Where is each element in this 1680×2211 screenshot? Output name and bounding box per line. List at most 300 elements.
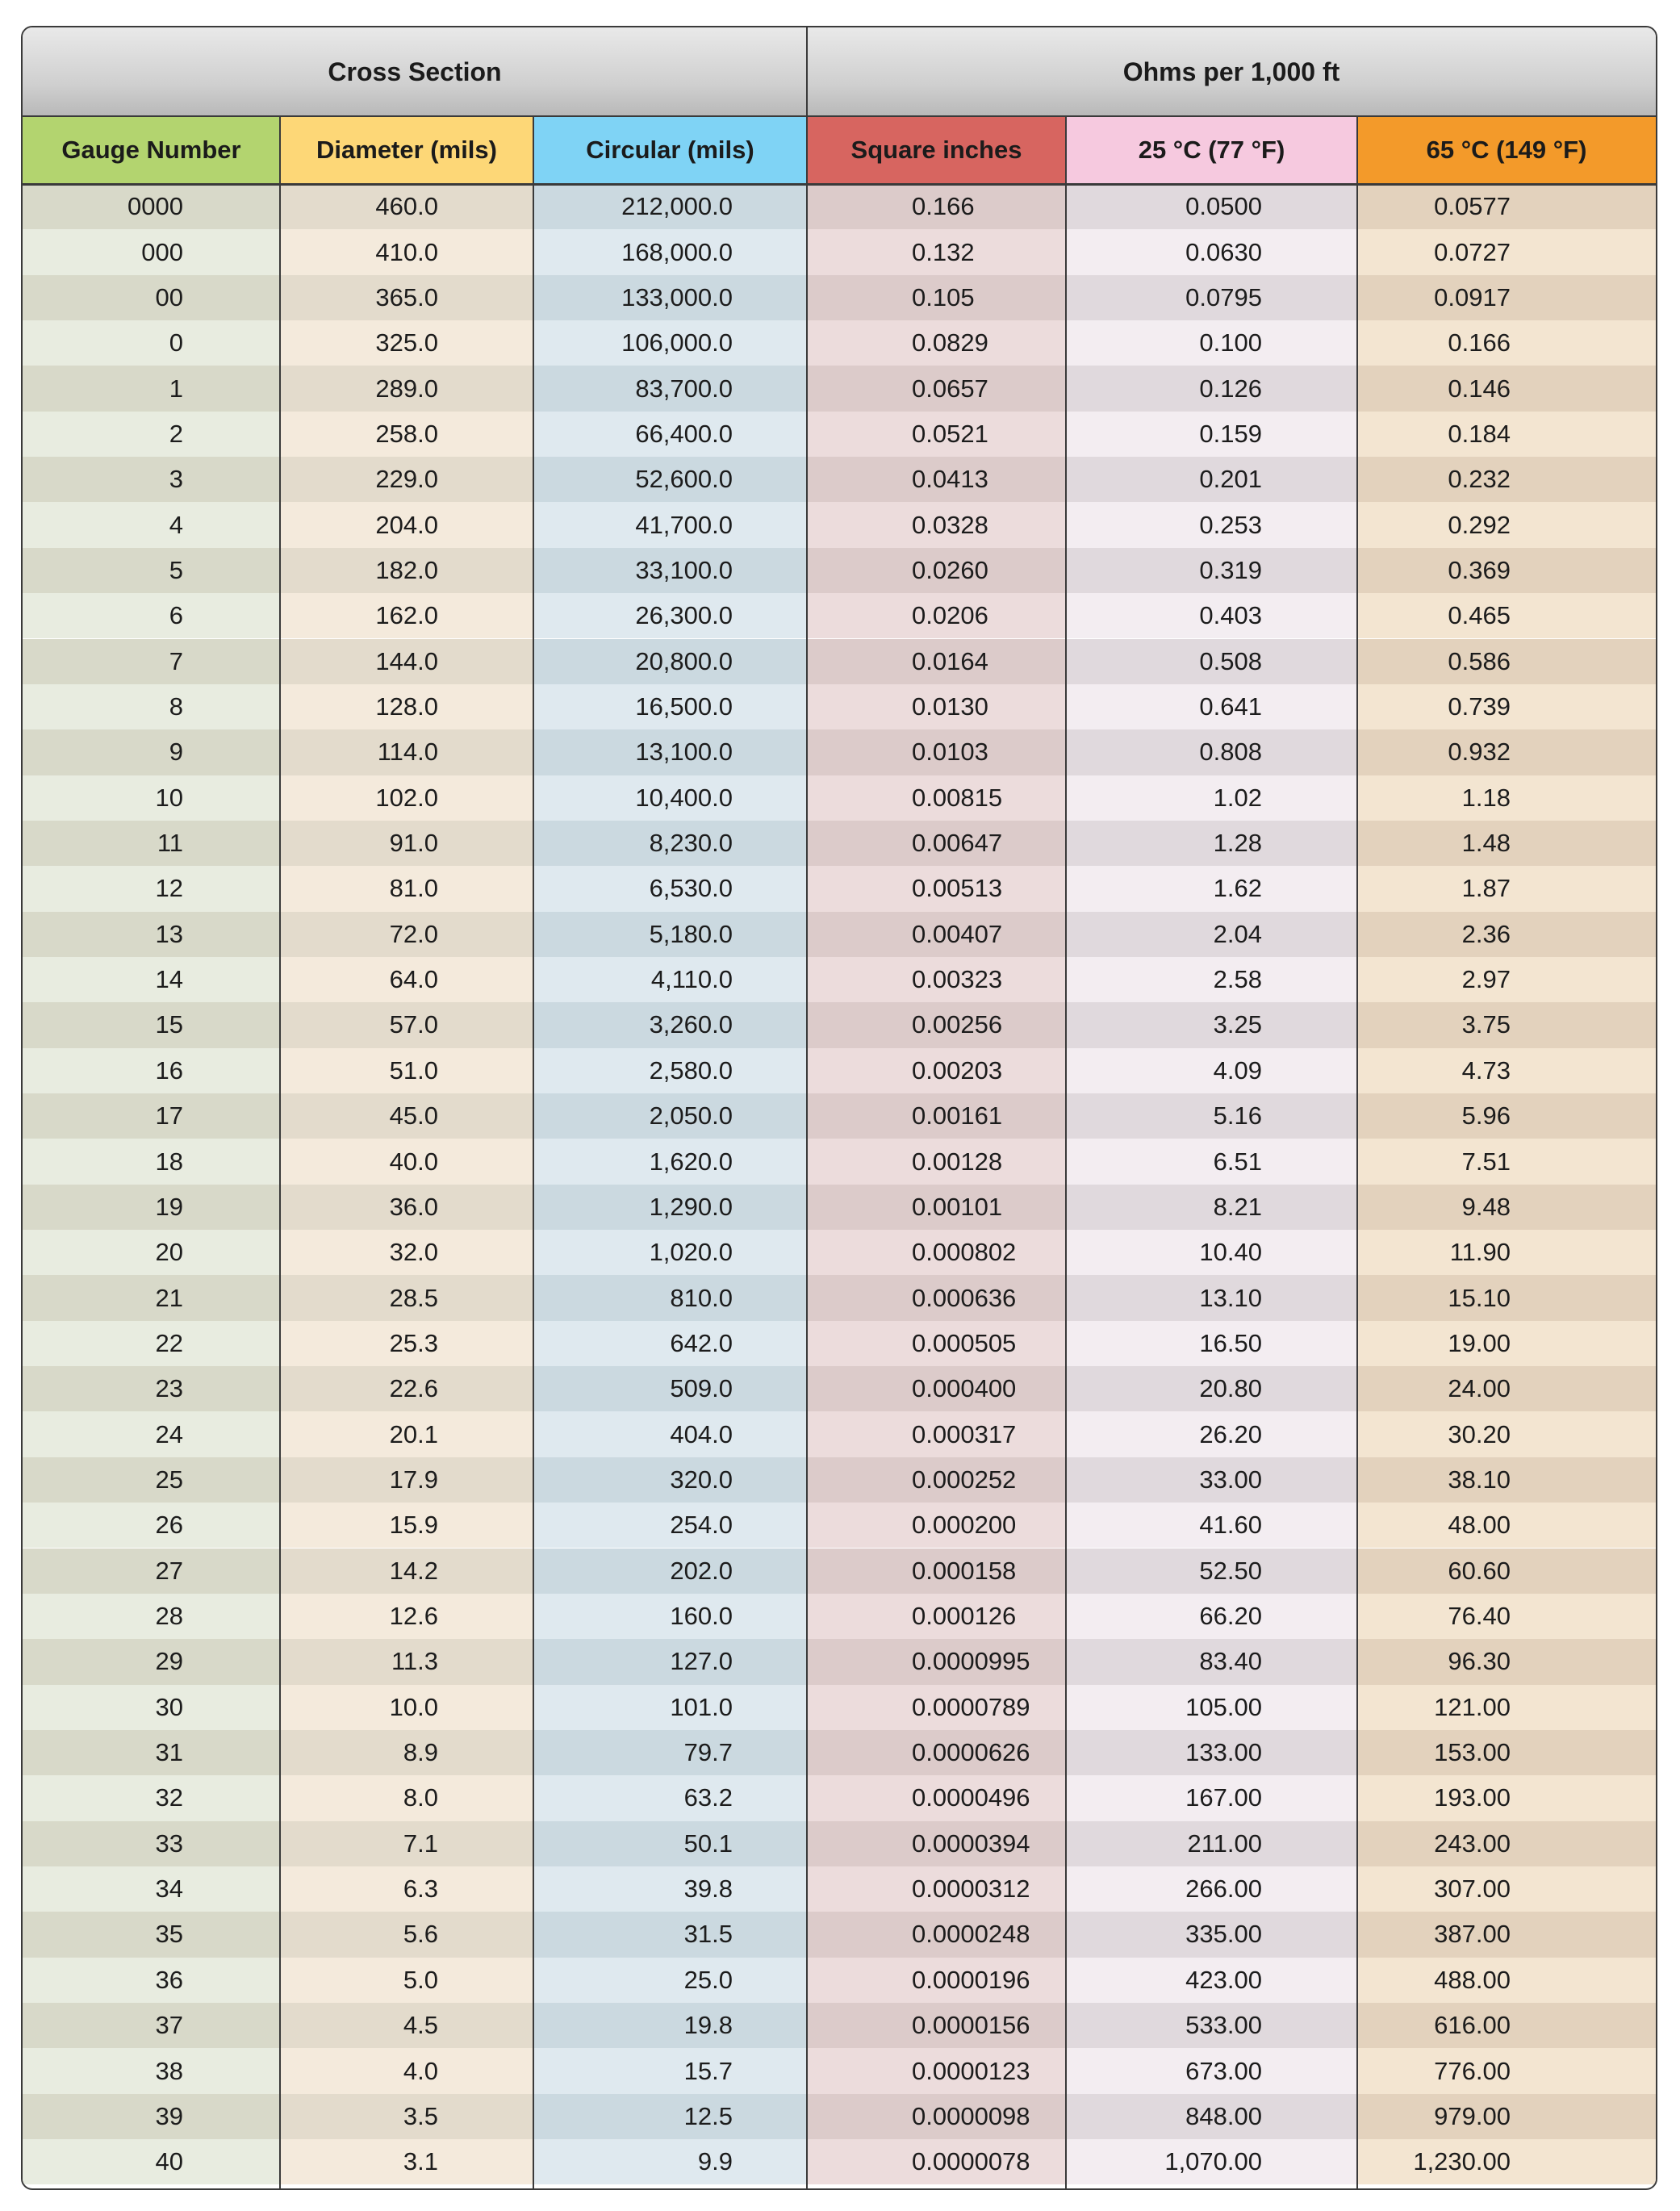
cell-25c: 167.00 — [1066, 1775, 1357, 1820]
cell-circular: 509.0 — [533, 1366, 807, 1411]
cell-25c: 335.00 — [1066, 1912, 1357, 1957]
table-row — [23, 1912, 1656, 1957]
cell-circular: 79.7 — [533, 1730, 807, 1775]
cell-square-inches: 0.000505 — [807, 1321, 1066, 1366]
cell-diameter: 14.2 — [280, 1549, 533, 1594]
cell-25c: 0.0630 — [1066, 229, 1357, 274]
cell-65c: 15.10 — [1357, 1275, 1657, 1320]
table-row — [23, 2003, 1656, 2048]
cell-diameter: 57.0 — [280, 1002, 533, 1047]
cell-circular: 33,100.0 — [533, 548, 807, 593]
cell-gauge-number: 28 — [23, 1594, 280, 1639]
cell-gauge-number: 0000 — [23, 184, 280, 229]
table-row — [23, 457, 1656, 502]
cell-65c: 0.166 — [1357, 320, 1657, 366]
cell-circular: 133,000.0 — [533, 275, 807, 320]
table-row — [23, 1866, 1656, 1912]
table-row — [23, 957, 1656, 1002]
cell-circular: 320.0 — [533, 1457, 807, 1503]
cell-gauge-number: 8 — [23, 684, 280, 729]
cell-25c: 0.641 — [1066, 684, 1357, 729]
cell-diameter: 6.3 — [280, 1866, 533, 1912]
cell-65c: 0.369 — [1357, 548, 1657, 593]
cell-diameter: 28.5 — [280, 1275, 533, 1320]
table-row — [23, 502, 1656, 547]
cell-square-inches: 0.00815 — [807, 775, 1066, 821]
cell-diameter: 91.0 — [280, 821, 533, 866]
table-row — [23, 912, 1656, 957]
cell-circular: 26,300.0 — [533, 593, 807, 638]
cell-circular: 66,400.0 — [533, 412, 807, 457]
table-row — [23, 320, 1656, 366]
table-row — [23, 866, 1656, 911]
cell-25c: 1,070.00 — [1066, 2139, 1357, 2184]
table-row — [23, 1775, 1656, 1820]
cell-square-inches: 0.0130 — [807, 684, 1066, 729]
column-header-square-inches: Square inches — [807, 116, 1066, 184]
cell-diameter: 4.5 — [280, 2003, 533, 2048]
cell-square-inches: 0.0103 — [807, 729, 1066, 775]
table-row — [23, 1411, 1656, 1457]
table-row — [23, 1457, 1656, 1503]
cell-25c: 266.00 — [1066, 1866, 1357, 1912]
table-row — [23, 1275, 1656, 1320]
column-header-diameter: Diameter (mils) — [280, 116, 533, 184]
cell-65c: 7.51 — [1357, 1139, 1657, 1184]
cell-25c: 0.319 — [1066, 548, 1357, 593]
table-row — [23, 1139, 1656, 1184]
header-divider — [23, 115, 1656, 117]
cell-gauge-number: 19 — [23, 1185, 280, 1230]
cell-gauge-number: 15 — [23, 1002, 280, 1047]
cell-square-inches: 0.00407 — [807, 912, 1066, 957]
cell-circular: 5,180.0 — [533, 912, 807, 957]
cell-25c: 8.21 — [1066, 1185, 1357, 1230]
cell-gauge-number: 4 — [23, 502, 280, 547]
cell-gauge-number: 36 — [23, 1958, 280, 2003]
cell-65c: 5.96 — [1357, 1093, 1657, 1139]
cell-square-inches: 0.0000995 — [807, 1639, 1066, 1684]
cell-diameter: 20.1 — [280, 1411, 533, 1457]
cell-gauge-number: 2 — [23, 412, 280, 457]
cell-gauge-number: 37 — [23, 2003, 280, 2048]
cell-65c: 0.184 — [1357, 412, 1657, 457]
cell-65c: 0.292 — [1357, 502, 1657, 547]
table-row — [23, 639, 1656, 684]
cell-65c: 0.932 — [1357, 729, 1657, 775]
cell-circular: 810.0 — [533, 1275, 807, 1320]
cell-square-inches: 0.00161 — [807, 1093, 1066, 1139]
cell-gauge-number: 00 — [23, 275, 280, 320]
table-body — [23, 184, 1656, 2188]
cell-diameter: 102.0 — [280, 775, 533, 821]
cell-square-inches: 0.00256 — [807, 1002, 1066, 1047]
cell-square-inches: 0.0206 — [807, 593, 1066, 638]
cell-25c: 26.20 — [1066, 1411, 1357, 1457]
cell-square-inches: 0.0000196 — [807, 1958, 1066, 2003]
cell-square-inches: 0.0657 — [807, 366, 1066, 411]
cell-circular: 31.5 — [533, 1912, 807, 1957]
cell-gauge-number: 10 — [23, 775, 280, 821]
cell-square-inches: 0.0521 — [807, 412, 1066, 457]
cell-25c: 20.80 — [1066, 1366, 1357, 1411]
cell-circular: 25.0 — [533, 1958, 807, 2003]
cell-circular: 1,020.0 — [533, 1230, 807, 1275]
cell-diameter: 365.0 — [280, 275, 533, 320]
cell-square-inches: 0.0000789 — [807, 1685, 1066, 1730]
cell-square-inches: 0.0164 — [807, 639, 1066, 684]
cell-25c: 105.00 — [1066, 1685, 1357, 1730]
cell-square-inches: 0.132 — [807, 229, 1066, 274]
table-row — [23, 229, 1656, 274]
cell-square-inches: 0.00513 — [807, 866, 1066, 911]
cell-circular: 127.0 — [533, 1639, 807, 1684]
cell-square-inches: 0.000158 — [807, 1549, 1066, 1594]
cell-gauge-number: 32 — [23, 1775, 280, 1820]
table-row — [23, 729, 1656, 775]
cell-65c: 153.00 — [1357, 1730, 1657, 1775]
cell-diameter: 162.0 — [280, 593, 533, 638]
table-row — [23, 1185, 1656, 1230]
cell-square-inches: 0.000200 — [807, 1503, 1066, 1548]
cell-65c: 0.465 — [1357, 593, 1657, 638]
cell-circular: 83,700.0 — [533, 366, 807, 411]
cell-diameter: 72.0 — [280, 912, 533, 957]
column-header-gauge-number: Gauge Number — [23, 116, 280, 184]
cell-diameter: 410.0 — [280, 229, 533, 274]
cell-circular: 254.0 — [533, 1503, 807, 1548]
cell-diameter: 3.5 — [280, 2094, 533, 2139]
cell-circular: 50.1 — [533, 1821, 807, 1866]
cell-gauge-number: 13 — [23, 912, 280, 957]
cell-diameter: 289.0 — [280, 366, 533, 411]
cell-circular: 168,000.0 — [533, 229, 807, 274]
cell-65c: 307.00 — [1357, 1866, 1657, 1912]
cell-square-inches: 0.000126 — [807, 1594, 1066, 1639]
cell-25c: 33.00 — [1066, 1457, 1357, 1503]
table-row — [23, 1821, 1656, 1866]
cell-square-inches: 0.0000123 — [807, 2048, 1066, 2093]
cell-25c: 41.60 — [1066, 1503, 1357, 1548]
cell-gauge-number: 24 — [23, 1411, 280, 1457]
cell-diameter: 36.0 — [280, 1185, 533, 1230]
table-row — [23, 775, 1656, 821]
cell-circular: 101.0 — [533, 1685, 807, 1730]
cell-square-inches: 0.0829 — [807, 320, 1066, 366]
cell-65c: 243.00 — [1357, 1821, 1657, 1866]
cell-square-inches: 0.000252 — [807, 1457, 1066, 1503]
cell-25c: 133.00 — [1066, 1730, 1357, 1775]
table-row — [23, 2139, 1656, 2184]
cell-65c: 1.48 — [1357, 821, 1657, 866]
cell-25c: 0.159 — [1066, 412, 1357, 457]
group-header-cross-section: Cross Section — [23, 27, 807, 116]
table-row — [23, 1093, 1656, 1139]
cell-square-inches: 0.00323 — [807, 957, 1066, 1002]
cell-square-inches: 0.0413 — [807, 457, 1066, 502]
cell-square-inches: 0.000636 — [807, 1275, 1066, 1320]
cell-gauge-number: 40 — [23, 2139, 280, 2184]
cell-diameter: 51.0 — [280, 1048, 533, 1093]
cell-65c: 0.0577 — [1357, 184, 1657, 229]
table-row — [23, 1958, 1656, 2003]
cell-65c: 1,230.00 — [1357, 2139, 1657, 2184]
cell-25c: 3.25 — [1066, 1002, 1357, 1047]
cell-circular: 15.7 — [533, 2048, 807, 2093]
cell-diameter: 81.0 — [280, 866, 533, 911]
cell-65c: 19.00 — [1357, 1321, 1657, 1366]
table-row — [23, 1639, 1656, 1684]
table-row — [23, 548, 1656, 593]
cell-diameter: 182.0 — [280, 548, 533, 593]
cell-65c: 11.90 — [1357, 1230, 1657, 1275]
cell-square-inches: 0.0000156 — [807, 2003, 1066, 2048]
cell-circular: 10,400.0 — [533, 775, 807, 821]
cell-diameter: 258.0 — [280, 412, 533, 457]
cell-25c: 0.0500 — [1066, 184, 1357, 229]
cell-diameter: 17.9 — [280, 1457, 533, 1503]
cell-65c: 776.00 — [1357, 2048, 1657, 2093]
cell-gauge-number: 35 — [23, 1912, 280, 1957]
cell-diameter: 3.1 — [280, 2139, 533, 2184]
cell-diameter: 15.9 — [280, 1503, 533, 1548]
cell-25c: 16.50 — [1066, 1321, 1357, 1366]
cell-65c: 76.40 — [1357, 1594, 1657, 1639]
cell-65c: 1.18 — [1357, 775, 1657, 821]
cell-65c: 0.232 — [1357, 457, 1657, 502]
cell-diameter: 204.0 — [280, 502, 533, 547]
cell-circular: 202.0 — [533, 1549, 807, 1594]
cell-25c: 66.20 — [1066, 1594, 1357, 1639]
cell-circular: 404.0 — [533, 1411, 807, 1457]
column-divider — [1356, 116, 1358, 2188]
cell-gauge-number: 5 — [23, 548, 280, 593]
cell-25c: 2.58 — [1066, 957, 1357, 1002]
cell-25c: 0.100 — [1066, 320, 1357, 366]
cell-circular: 106,000.0 — [533, 320, 807, 366]
cell-square-inches: 0.0000098 — [807, 2094, 1066, 2139]
cell-square-inches: 0.0000312 — [807, 1866, 1066, 1912]
cell-diameter: 7.1 — [280, 1821, 533, 1866]
cell-circular: 3,260.0 — [533, 1002, 807, 1047]
cell-square-inches: 0.166 — [807, 184, 1066, 229]
cell-65c: 121.00 — [1357, 1685, 1657, 1730]
cell-circular: 2,580.0 — [533, 1048, 807, 1093]
cell-25c: 4.09 — [1066, 1048, 1357, 1093]
cell-circular: 12.5 — [533, 2094, 807, 2139]
cell-25c: 533.00 — [1066, 2003, 1357, 2048]
cell-65c: 96.30 — [1357, 1639, 1657, 1684]
column-header-25c: 25 °C (77 °F) — [1066, 116, 1357, 184]
cell-diameter: 4.0 — [280, 2048, 533, 2093]
cell-gauge-number: 3 — [23, 457, 280, 502]
cell-square-inches: 0.000400 — [807, 1366, 1066, 1411]
cell-gauge-number: 7 — [23, 639, 280, 684]
cell-circular: 16,500.0 — [533, 684, 807, 729]
table-row — [23, 1685, 1656, 1730]
cell-diameter: 25.3 — [280, 1321, 533, 1366]
cell-25c: 0.253 — [1066, 502, 1357, 547]
table-row — [23, 1503, 1656, 1548]
cell-circular: 20,800.0 — [533, 639, 807, 684]
cell-gauge-number: 33 — [23, 1821, 280, 1866]
cell-gauge-number: 18 — [23, 1139, 280, 1184]
table-row — [23, 184, 1656, 229]
cell-square-inches: 0.000317 — [807, 1411, 1066, 1457]
cell-65c: 979.00 — [1357, 2094, 1657, 2139]
cell-gauge-number: 0 — [23, 320, 280, 366]
table-row — [23, 1002, 1656, 1047]
table-row — [23, 2048, 1656, 2093]
cell-65c: 3.75 — [1357, 1002, 1657, 1047]
cell-square-inches: 0.0000394 — [807, 1821, 1066, 1866]
cell-circular: 1,620.0 — [533, 1139, 807, 1184]
cell-65c: 2.36 — [1357, 912, 1657, 957]
cell-25c: 6.51 — [1066, 1139, 1357, 1184]
cell-25c: 52.50 — [1066, 1549, 1357, 1594]
cell-square-inches: 0.00203 — [807, 1048, 1066, 1093]
cell-gauge-number: 17 — [23, 1093, 280, 1139]
cell-25c: 5.16 — [1066, 1093, 1357, 1139]
wire-gauge-table — [21, 26, 1657, 2190]
cell-65c: 38.10 — [1357, 1457, 1657, 1503]
cell-25c: 13.10 — [1066, 1275, 1357, 1320]
table-row — [23, 1549, 1656, 1594]
table-row — [23, 275, 1656, 320]
cell-diameter: 144.0 — [280, 639, 533, 684]
cell-diameter: 40.0 — [280, 1139, 533, 1184]
cell-25c: 0.808 — [1066, 729, 1357, 775]
table-row — [23, 1594, 1656, 1639]
cell-gauge-number: 000 — [23, 229, 280, 274]
cell-diameter: 45.0 — [280, 1093, 533, 1139]
cell-65c: 0.0917 — [1357, 275, 1657, 320]
cell-25c: 1.62 — [1066, 866, 1357, 911]
cell-circular: 52,600.0 — [533, 457, 807, 502]
cell-gauge-number: 29 — [23, 1639, 280, 1684]
cell-square-inches: 0.0000626 — [807, 1730, 1066, 1775]
cell-25c: 2.04 — [1066, 912, 1357, 957]
cell-diameter: 22.6 — [280, 1366, 533, 1411]
cell-gauge-number: 23 — [23, 1366, 280, 1411]
cell-gauge-number: 39 — [23, 2094, 280, 2139]
cell-25c: 673.00 — [1066, 2048, 1357, 2093]
cell-65c: 0.0727 — [1357, 229, 1657, 274]
table-row — [23, 412, 1656, 457]
cell-diameter: 325.0 — [280, 320, 533, 366]
cell-65c: 48.00 — [1357, 1503, 1657, 1548]
body-divider — [23, 183, 1656, 186]
cell-square-inches: 0.0000496 — [807, 1775, 1066, 1820]
column-header-65c: 65 °C (149 °F) — [1357, 116, 1656, 184]
cell-diameter: 460.0 — [280, 184, 533, 229]
cell-gauge-number: 34 — [23, 1866, 280, 1912]
cell-square-inches: 0.0260 — [807, 548, 1066, 593]
table-row — [23, 1730, 1656, 1775]
cell-25c: 211.00 — [1066, 1821, 1357, 1866]
cell-diameter: 8.9 — [280, 1730, 533, 1775]
column-divider — [806, 27, 808, 2188]
cell-65c: 60.60 — [1357, 1549, 1657, 1594]
table-row — [23, 1230, 1656, 1275]
cell-gauge-number: 6 — [23, 593, 280, 638]
cell-25c: 83.40 — [1066, 1639, 1357, 1684]
cell-diameter: 11.3 — [280, 1639, 533, 1684]
cell-square-inches: 0.00647 — [807, 821, 1066, 866]
cell-diameter: 8.0 — [280, 1775, 533, 1820]
cell-circular: 1,290.0 — [533, 1185, 807, 1230]
cell-gauge-number: 26 — [23, 1503, 280, 1548]
cell-gauge-number: 9 — [23, 729, 280, 775]
cell-gauge-number: 31 — [23, 1730, 280, 1775]
cell-gauge-number: 14 — [23, 957, 280, 1002]
cell-gauge-number: 27 — [23, 1549, 280, 1594]
table-row — [23, 1048, 1656, 1093]
cell-65c: 24.00 — [1357, 1366, 1657, 1411]
cell-65c: 0.146 — [1357, 366, 1657, 411]
table-row — [23, 2094, 1656, 2139]
cell-diameter: 12.6 — [280, 1594, 533, 1639]
table-row — [23, 366, 1656, 411]
cell-square-inches: 0.00128 — [807, 1139, 1066, 1184]
cell-25c: 10.40 — [1066, 1230, 1357, 1275]
cell-circular: 19.8 — [533, 2003, 807, 2048]
cell-25c: 0.0795 — [1066, 275, 1357, 320]
cell-gauge-number: 25 — [23, 1457, 280, 1503]
cell-diameter: 10.0 — [280, 1685, 533, 1730]
table-row — [23, 1321, 1656, 1366]
table-row — [23, 821, 1656, 866]
cell-circular: 63.2 — [533, 1775, 807, 1820]
cell-diameter: 5.0 — [280, 1958, 533, 2003]
cell-25c: 0.201 — [1066, 457, 1357, 502]
cell-gauge-number: 30 — [23, 1685, 280, 1730]
group-header-ohms-per-1000-ft: Ohms per 1,000 ft — [807, 27, 1656, 116]
cell-square-inches: 0.0000078 — [807, 2139, 1066, 2184]
cell-diameter: 128.0 — [280, 684, 533, 729]
cell-65c: 0.586 — [1357, 639, 1657, 684]
cell-65c: 488.00 — [1357, 1958, 1657, 2003]
table-row — [23, 684, 1656, 729]
cell-25c: 1.02 — [1066, 775, 1357, 821]
cell-gauge-number: 11 — [23, 821, 280, 866]
cell-diameter: 32.0 — [280, 1230, 533, 1275]
cell-gauge-number: 21 — [23, 1275, 280, 1320]
cell-gauge-number: 12 — [23, 866, 280, 911]
cell-square-inches: 0.0328 — [807, 502, 1066, 547]
cell-circular: 13,100.0 — [533, 729, 807, 775]
cell-25c: 0.508 — [1066, 639, 1357, 684]
column-divider — [279, 116, 281, 2188]
cell-circular: 212,000.0 — [533, 184, 807, 229]
cell-square-inches: 0.00101 — [807, 1185, 1066, 1230]
cell-diameter: 229.0 — [280, 457, 533, 502]
cell-25c: 0.126 — [1066, 366, 1357, 411]
cell-gauge-number: 22 — [23, 1321, 280, 1366]
cell-circular: 9.9 — [533, 2139, 807, 2184]
cell-65c: 2.97 — [1357, 957, 1657, 1002]
cell-square-inches: 0.000802 — [807, 1230, 1066, 1275]
cell-65c: 387.00 — [1357, 1912, 1657, 1957]
cell-25c: 423.00 — [1066, 1958, 1357, 2003]
cell-circular: 4,110.0 — [533, 957, 807, 1002]
cell-diameter: 114.0 — [280, 729, 533, 775]
cell-circular: 2,050.0 — [533, 1093, 807, 1139]
cell-25c: 1.28 — [1066, 821, 1357, 866]
cell-circular: 642.0 — [533, 1321, 807, 1366]
table-row — [23, 1366, 1656, 1411]
column-header-circular: Circular (mils) — [533, 116, 807, 184]
